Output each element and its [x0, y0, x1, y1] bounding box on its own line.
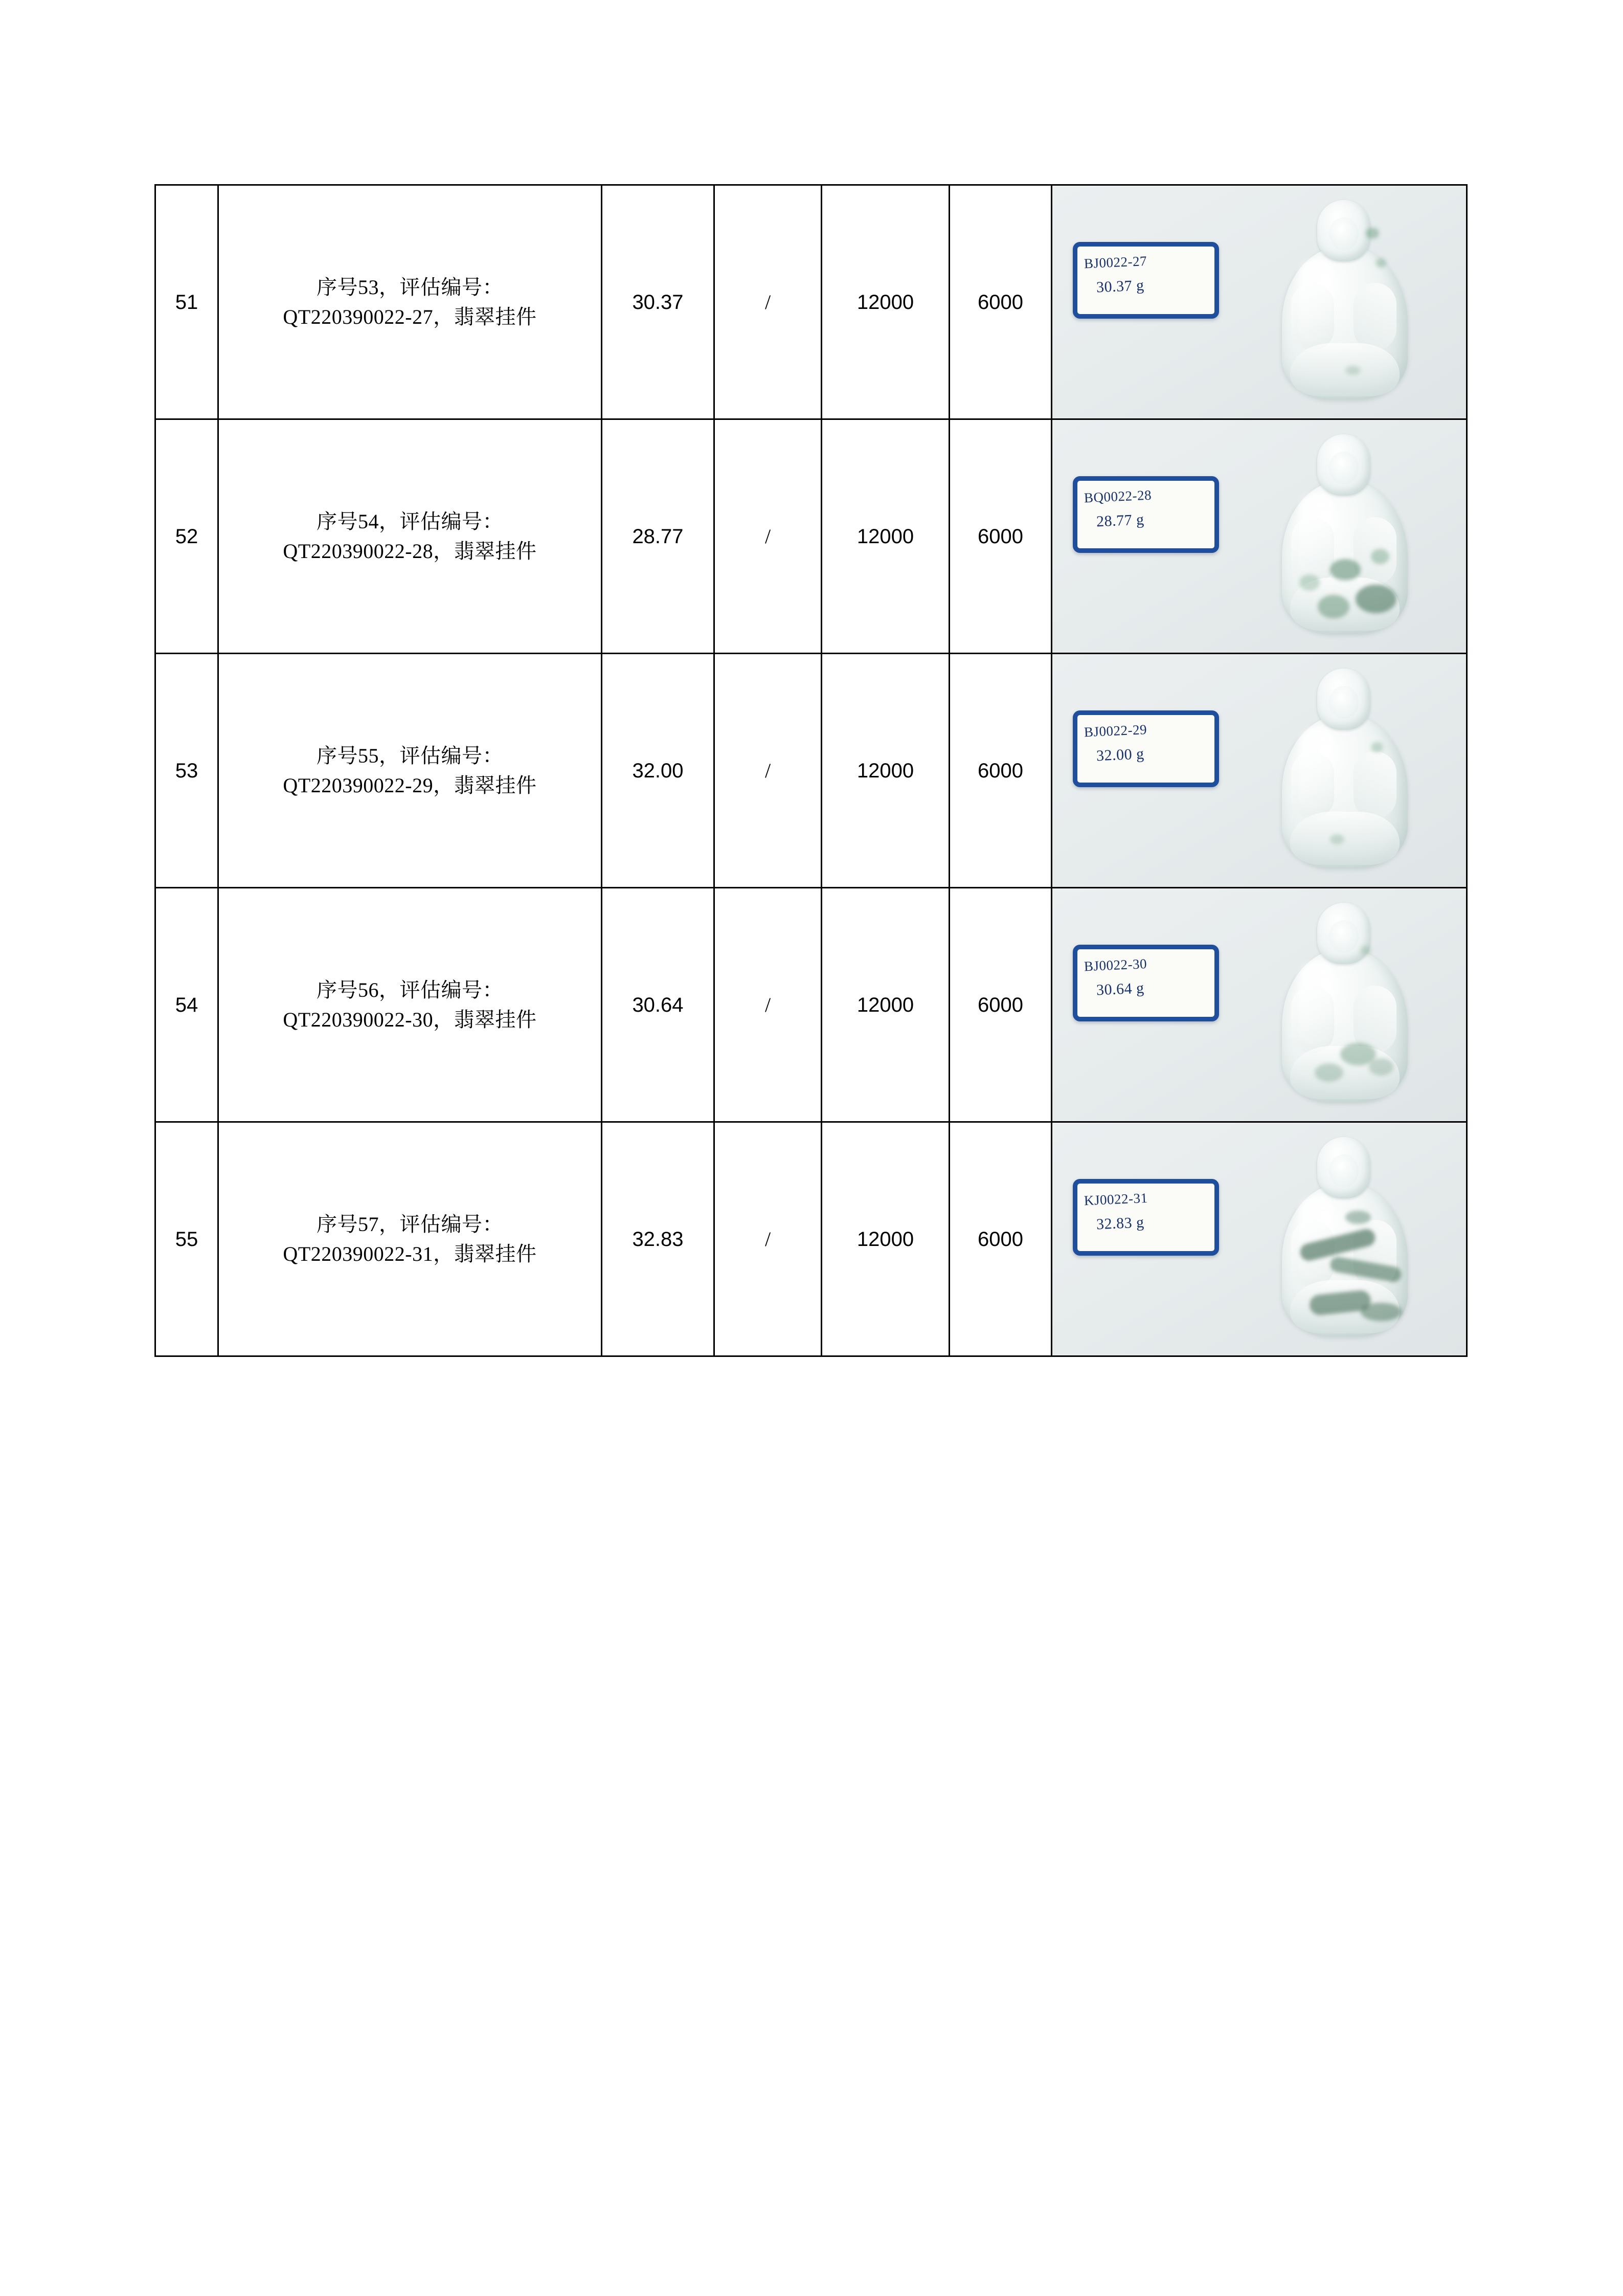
jade-face: [1329, 217, 1359, 250]
jade-arm-right: [1354, 283, 1396, 350]
specimen-label-code: KJ0022-31: [1084, 1190, 1148, 1209]
jade-pendant-figure: [1269, 665, 1417, 875]
specimen-label-code: BJ0022-29: [1084, 721, 1147, 740]
row-assessed-price: 12000: [822, 654, 950, 888]
specimen-label-weight: 28.77 g: [1096, 510, 1145, 530]
row-assessed-price: 12000: [822, 419, 950, 654]
row-starting-price: 6000: [950, 654, 1052, 888]
description-line-2: QT220390022-30，翡翠挂件: [283, 1008, 537, 1031]
table-row: [155, 419, 1467, 654]
description-line-2: QT220390022-29，翡翠挂件: [283, 773, 537, 797]
jade-face: [1329, 686, 1359, 719]
jade-lap: [1290, 343, 1400, 396]
jade-pendant-figure: [1269, 197, 1417, 407]
jade-photo: [1052, 654, 1466, 887]
jade-arm-right: [1354, 751, 1396, 819]
jade-face: [1329, 920, 1359, 953]
row-assessed-price: 12000: [822, 888, 950, 1122]
specimen-label-tag: [1073, 710, 1219, 787]
row-index: 55: [155, 1122, 218, 1356]
row-starting-price: 6000: [950, 888, 1052, 1122]
jade-face: [1329, 1154, 1359, 1187]
row-weight: 32.83: [602, 1122, 714, 1356]
table-row: [155, 654, 1467, 888]
specimen-label-weight: 30.37 g: [1096, 276, 1145, 296]
description-line-1: 序号56，评估编号：: [317, 978, 503, 1001]
row-starting-price: 6000: [950, 419, 1052, 654]
row-description: [218, 185, 602, 419]
valuation-table-wrapper: [154, 184, 1466, 1357]
specimen-label-text: [1084, 1185, 1210, 1236]
row-description: [218, 888, 602, 1122]
row-note: /: [714, 888, 822, 1122]
specimen-label-weight: 32.83 g: [1096, 1213, 1145, 1233]
table-row: [155, 888, 1467, 1122]
row-assessed-price: 12000: [822, 1122, 950, 1356]
row-photo-cell: [1052, 654, 1467, 888]
jade-pendant-figure: [1269, 431, 1417, 641]
row-index: 54: [155, 888, 218, 1122]
specimen-label-code: BJ0022-30: [1084, 955, 1147, 974]
specimen-label-text: [1084, 951, 1210, 1002]
jade-photo: [1052, 1123, 1466, 1355]
specimen-label-code: BJ0022-27: [1084, 253, 1147, 272]
jade-face: [1329, 452, 1359, 484]
description-line-1: 序号54，评估编号：: [317, 509, 503, 533]
row-photo-cell: [1052, 888, 1467, 1122]
row-index: 51: [155, 185, 218, 419]
table-row: [155, 185, 1467, 419]
row-weight: 28.77: [602, 419, 714, 654]
table-row: [155, 1122, 1467, 1356]
description-line-1: 序号57，评估编号：: [317, 1212, 503, 1236]
row-assessed-price: 12000: [822, 185, 950, 419]
specimen-label-weight: 32.00 g: [1096, 745, 1145, 764]
row-photo-cell: [1052, 1122, 1467, 1356]
jade-lap: [1290, 812, 1400, 865]
specimen-label-tag: [1073, 242, 1219, 319]
specimen-label-tag: [1073, 1179, 1219, 1256]
row-photo-cell: [1052, 419, 1467, 654]
row-note: /: [714, 1122, 822, 1356]
row-weight: 32.00: [602, 654, 714, 888]
specimen-label-text: [1084, 717, 1210, 768]
specimen-label-tag: [1073, 476, 1219, 553]
jade-pendant-figure: [1269, 1134, 1417, 1344]
row-note: /: [714, 419, 822, 654]
row-starting-price: 6000: [950, 185, 1052, 419]
jade-highlight: [1298, 727, 1334, 814]
jade-photo: [1052, 186, 1466, 418]
jade-highlight: [1298, 961, 1334, 1048]
row-description: [218, 1122, 602, 1356]
specimen-label-tag: [1073, 945, 1219, 1021]
description-line-2: QT220390022-28，翡翠挂件: [283, 539, 537, 563]
jade-highlight: [1298, 258, 1334, 345]
description-line-1: 序号53，评估编号：: [317, 275, 503, 299]
description-line-1: 序号55，评估编号：: [317, 744, 503, 767]
specimen-label-text: [1084, 482, 1210, 533]
row-weight: 30.37: [602, 185, 714, 419]
row-starting-price: 6000: [950, 1122, 1052, 1356]
specimen-label-weight: 30.64 g: [1096, 979, 1145, 998]
specimen-label-text: [1084, 248, 1210, 299]
row-description: [218, 419, 602, 654]
jade-photo: [1052, 888, 1466, 1121]
row-photo-cell: [1052, 185, 1467, 419]
valuation-table: [154, 184, 1468, 1357]
row-note: /: [714, 185, 822, 419]
description-line-2: QT220390022-27，翡翠挂件: [283, 305, 537, 328]
row-index: 52: [155, 419, 218, 654]
jade-photo: [1052, 420, 1466, 653]
row-note: /: [714, 654, 822, 888]
row-index: 53: [155, 654, 218, 888]
jade-highlight: [1298, 493, 1334, 579]
description-line-2: QT220390022-31，翡翠挂件: [283, 1242, 537, 1265]
row-weight: 30.64: [602, 888, 714, 1122]
row-description: [218, 654, 602, 888]
specimen-label-code: BQ0022-28: [1084, 487, 1152, 506]
jade-pendant-figure: [1269, 900, 1417, 1109]
